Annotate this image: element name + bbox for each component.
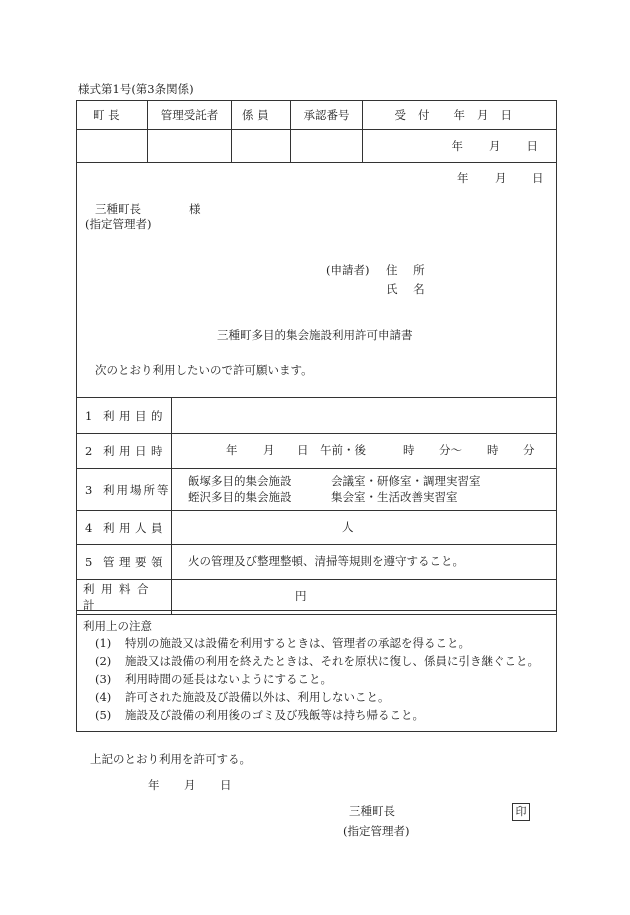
date-month: 月 <box>489 139 501 153</box>
facility-1-name: 飯塚多目的集会施設 <box>188 474 292 488</box>
date-day: 日 <box>526 139 538 153</box>
request-text: 次のとおり利用したいので許可願います。 <box>95 363 313 377</box>
rules-text: 火の管理及び整理整頓、清掃等規則を遵守すること。 <box>188 554 464 568</box>
purpose-label: 利用目的 <box>103 408 167 423</box>
mayor-stamp-cell[interactable] <box>77 130 148 163</box>
place-field[interactable] <box>172 469 556 510</box>
dt-hour1: 時 <box>403 443 415 457</box>
received-header <box>363 107 556 123</box>
notes-heading: 利用上の注意 <box>83 619 152 633</box>
facility-2-rooms: 集会室・生活改善実習室 <box>331 490 458 504</box>
form-id: 様式第1号(第3条関係) <box>78 82 194 96</box>
header-mayor: 町 長 <box>93 108 120 122</box>
approval-number-cell[interactable] <box>291 130 363 163</box>
row-people <box>77 510 556 544</box>
received-day: 日 <box>500 108 512 122</box>
received-label: 受付 <box>394 108 442 122</box>
received-month: 月 <box>477 108 489 122</box>
address-label: 住 所 <box>386 263 431 277</box>
usage-notes <box>76 610 557 732</box>
people-num: 4 <box>85 520 93 535</box>
usage-details <box>76 397 557 615</box>
dt-month: 月 <box>263 443 275 457</box>
dt-min1: 分〜 <box>439 443 462 457</box>
addressee: 三種町長 <box>95 202 141 216</box>
note-item: (1) 特別の施設又は設備を利用するときは、管理者の承認を得ること。 <box>95 636 470 650</box>
people-field[interactable] <box>172 511 556 544</box>
datetime-num: 2 <box>85 444 93 458</box>
approval-table <box>76 100 557 163</box>
seal-stamp: 印 <box>512 803 530 821</box>
row-place <box>77 468 556 510</box>
facility-1-rooms: 会議室・研修室・調理実習室 <box>331 474 481 488</box>
approval-text: 上記のとおり利用を許可する。 <box>90 752 251 766</box>
row-purpose <box>77 397 556 433</box>
people-label: 利用人員 <box>103 520 167 535</box>
note-item: (2) 施設又は設備の利用を終えたときは、それを原状に復し、係員に引き継ぐこと。 <box>95 654 539 668</box>
row-fee <box>77 579 556 614</box>
purpose-field[interactable] <box>172 398 556 433</box>
approval-month: 月 <box>184 778 196 792</box>
name-label: 氏 名 <box>386 282 431 296</box>
addressee-sub: (指定管理者) <box>85 217 152 231</box>
rules-num: 5 <box>85 555 93 569</box>
header-manager: 管理受託者 <box>148 101 232 130</box>
received-year: 年 <box>453 108 465 122</box>
dt-min2: 分 <box>523 443 535 457</box>
header-staff: 係 員 <box>242 108 269 122</box>
applicant-section <box>76 163 557 398</box>
facility-2-name: 蛭沢多目的集会施設 <box>188 490 292 504</box>
signer: 三種町長 <box>349 804 395 818</box>
place-num: 3 <box>85 482 93 497</box>
purpose-num: 1 <box>85 408 93 423</box>
application-title: 三種町多目的集会施設利用許可申請書 <box>217 328 413 342</box>
header-approval-number: 承認番号 <box>291 101 363 130</box>
datetime-field[interactable] <box>172 434 556 468</box>
dt-hour2: 時 <box>487 443 499 457</box>
dt-year: 年 <box>226 443 238 457</box>
application-month: 月 <box>495 171 507 185</box>
fee-unit: 円 <box>295 589 307 603</box>
application-day: 日 <box>532 171 544 185</box>
fee-label: 利用料合計 <box>83 582 155 612</box>
place-label: 利用場所等 <box>103 482 171 497</box>
dt-ampm: 午前・後 <box>320 443 366 457</box>
addressee-honorific: 様 <box>189 202 201 216</box>
row-datetime <box>77 433 556 468</box>
manager-stamp-cell[interactable] <box>148 130 232 163</box>
people-unit: 人 <box>342 520 354 534</box>
approval-year: 年 <box>148 778 160 792</box>
note-item: (5) 施設及び設備の利用後のゴミ及び残飯等は持ち帰ること。 <box>95 708 424 722</box>
note-item: (4) 許可された施設及び設備以外は、利用しないこと。 <box>95 690 390 704</box>
received-date-cell[interactable] <box>363 130 557 163</box>
applicant-label: (申請者) <box>326 263 370 277</box>
staff-stamp-cell[interactable] <box>232 130 291 163</box>
datetime-label: 利用日時 <box>103 444 167 458</box>
rules-label: 管理要領 <box>103 555 167 569</box>
dt-day: 日 <box>297 443 309 457</box>
row-rules <box>77 544 556 579</box>
fee-field[interactable] <box>172 580 556 614</box>
signer-sub: (指定管理者) <box>343 824 410 838</box>
note-item: (3) 利用時間の延長はないようにすること。 <box>95 672 332 686</box>
approval-day: 日 <box>220 778 232 792</box>
date-year: 年 <box>451 139 463 153</box>
application-year: 年 <box>457 171 469 185</box>
